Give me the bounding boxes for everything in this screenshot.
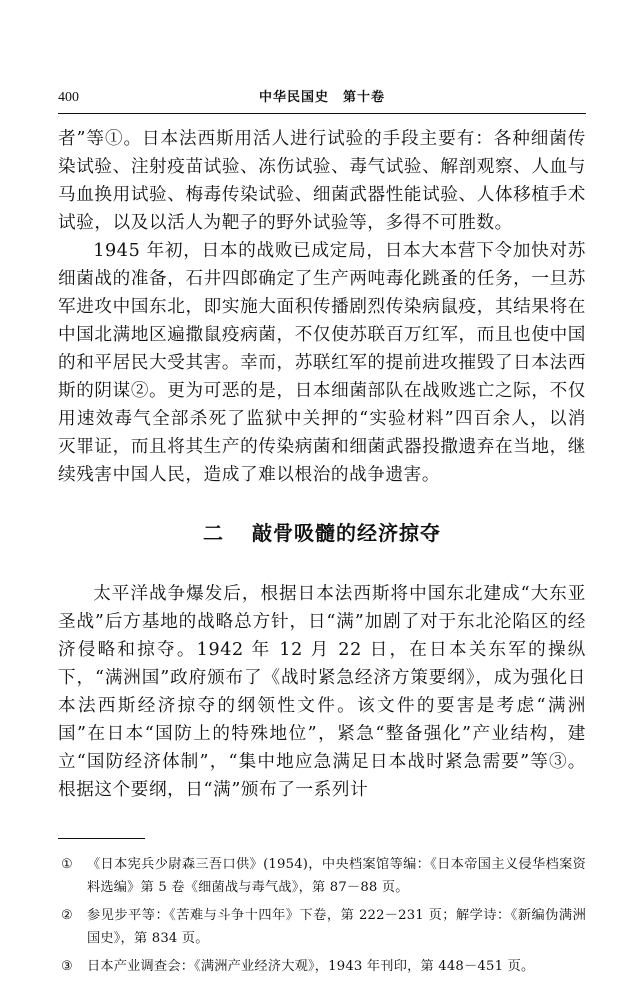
footnotes xyxy=(58,853,586,978)
footnote-text: 日本产业调查会：《满洲产业经济大观》，1943 年刊印，第 448－451 页。 xyxy=(87,959,535,974)
footnote-marker: ③ xyxy=(61,959,74,974)
header-rule xyxy=(58,113,586,114)
footnote xyxy=(58,904,586,950)
section-number: 二 xyxy=(203,521,224,545)
body-text xyxy=(58,125,586,804)
page-number: 400 xyxy=(58,90,79,105)
body-paragraph: 太平洋战争爆发后，根据日本法西斯将中国东北建成“大东亚圣战”后方基地的战略总方针，日“满”加剧了对于东北沦陷区的经济侵略和掠夺。1942 年 12 月 22 日，在日本关东军的操纵下，“满洲国”政府颁布了《战时紧急经济方策要纲》，成为强化日本法西斯经济掠夺的纲领性文件。该文件的要害是考虑“满洲国”在日本“国防上的特殊地位”，紧急“整备强化”产业结构，建立“国防经济体制”，“集中地应急满足日本战时紧急需要”等③。根据这个要纲，日“满”颁布了一系列计 xyxy=(58,584,586,800)
body-paragraph: 1945 年初，日本的战败已成定局，日本大本营下令加快对苏细菌战的准备，石井四郎确定了生产两吨毒化跳蚤的任务，一旦苏军进攻中国东北，即实施大面积传播剧烈传染病鼠疫，其结果将在中国北满地区遍撒鼠疫病菌，不仅使苏联百万红军，而且也使中国的和平居民大受其害。幸而，苏联红军的提前进攻摧毁了日本法西斯的阴谋②。更为可恶的是，日本细菌部队在战败逃亡之际，不仅用速效毒气全部杀死了监狱中关押的“实验材料”四百余人，以消灭罪证，而且将其生产的传染病菌和细菌武器投撒遗弃在当地，继续残害中国人民，造成了难以根治的战争遗害。 xyxy=(58,241,586,485)
footnote xyxy=(58,853,586,899)
section-heading xyxy=(58,519,586,547)
running-header xyxy=(58,88,586,108)
footnote-marker: ① xyxy=(61,857,74,872)
footnote-text: 《日本宪兵少尉森三吾口供》(1954)，中央档案馆等编：《日本帝国主义侵华档案资料选编》第 5 卷《细菌战与毒气战》，第 87－88 页。 xyxy=(87,857,586,895)
footnote-rule xyxy=(58,838,145,839)
footnote-marker: ② xyxy=(61,908,74,923)
body-paragraph: 者”等①。日本法西斯用活人进行试验的手段主要有：各种细菌传染试验、注射疫苗试验、冻伤试验、毒气试验、解剖观察、人血与马血换用试验、梅毒传染试验、细菌武器性能试验、人体移植手术试验，以及以活人为靶子的野外试验等，多得不可胜数。 xyxy=(58,129,586,233)
section-title: 敲骨吸髓的经济掠夺 xyxy=(252,521,441,545)
footnote-text: 参见步平等：《苦难与斗争十四年》下卷，第 222－231 页；解学诗：《新编伪满洲国史》，第 834 页。 xyxy=(87,908,586,946)
book-title: 中华民国史 第十卷 xyxy=(258,90,385,105)
book-page xyxy=(58,88,586,978)
footnote xyxy=(58,955,586,978)
